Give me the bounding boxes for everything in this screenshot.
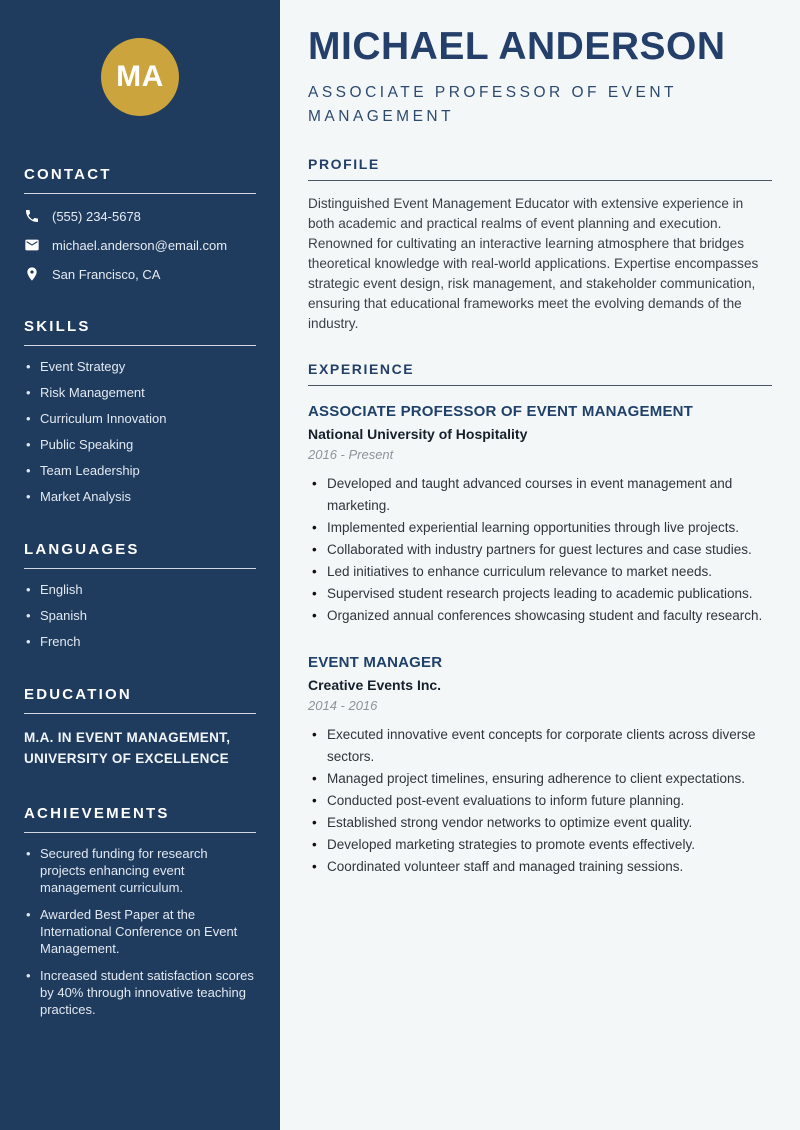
contact-section [24,166,256,282]
skills-section [24,318,256,505]
profile-section [308,156,772,334]
experience-section [308,361,772,878]
email-icon [24,237,40,253]
avatar: MA [101,38,179,116]
job-bullet: • Led initiatives to enhance curriculum relevance to market needs. [308,561,772,583]
job-bullet: • Managed project timelines, ensuring adherence to client expectations. [308,768,772,790]
job-company: Creative Events Inc. [308,676,442,693]
job-bullet: • Developed marketing strategies to promote events effectively. [308,834,772,856]
achievement-item: • Increased student satisfaction scores by 40% through innovative teaching practices. [24,967,256,1018]
experience-job-2 [308,654,772,878]
skills-heading: SKILLS [24,318,256,346]
job-company: National University of Hospitality [308,425,528,442]
profile-heading: PROFILE [308,156,772,181]
skill-item: • Curriculum Innovation [24,410,256,427]
education-section [24,686,256,769]
job-dates: 2014 - 2016 [308,697,378,713]
job-bullet: • Established strong vendor networks to optimize event quality. [308,812,772,834]
skill-item: • Team Leadership [24,462,256,479]
contact-heading: CONTACT [24,166,256,194]
skill-item: • Risk Management [24,384,256,401]
job-bullet: • Developed and taught advanced courses in event management and marketing. [308,473,772,517]
job-bullet: • Executed innovative event concepts for corporate clients across diverse sectors. [308,724,772,768]
job-bullet: • Supervised student research projects leading to academic publications. [308,583,772,605]
job-title: ASSOCIATE PROFESSOR OF EVENT MANAGEMENT [308,402,694,420]
experience-heading: EXPERIENCE [308,361,772,386]
job-bullet: • Implemented experiential learning opportunities through live projects. [308,517,772,539]
job-bullet: • Coordinated volunteer staff and managed training sessions. [308,856,772,878]
job-bullet: • Conducted post-event evaluations to inform future planning. [308,790,772,812]
person-job-title: ASSOCIATE PROFESSOR OF EVENT MANAGEMENT [308,83,677,125]
job-title: EVENT MANAGER [308,653,443,671]
contact-location-text: San Francisco, CA [52,266,161,282]
profile-text: Distinguished Event Management Educator with extensive experience in both academic and practical realms of event planning and execution. Renowned for cultivating an interactive learning atmosphere that bridges theoretical knowledge with real-world applications. Expertise encompasses strategic event design, risk management, and stakeholder communication, ensuring that educational frameworks meet the evolving demands of the industry. [308,195,759,331]
main-content [280,0,800,1130]
achievements-heading: ACHIEVEMENTS [24,805,256,833]
job-bullet-list [308,473,772,627]
skill-item: • Market Analysis [24,488,256,505]
contact-email-text: michael.anderson@email.com [52,237,228,253]
job-bullet: • Organized annual conferences showcasing student and faculty research. [308,605,772,627]
phone-icon [24,208,40,224]
location-icon [24,266,40,282]
achievement-item: • Secured funding for research projects enhancing event management curriculum. [24,845,256,896]
sidebar [0,0,280,1130]
job-bullet: • Collaborated with industry partners for guest lectures and case studies. [308,539,772,561]
education-degree: M.A. IN EVENT MANAGEMENT, UNIVERSITY OF EXCELLENCE [24,730,231,766]
achievement-item: • Awarded Best Paper at the International Conference on Event Management. [24,906,256,957]
language-item: • English [24,581,256,598]
achievements-list [24,845,256,1018]
education-heading: EDUCATION [24,686,256,714]
skill-item: • Event Strategy [24,358,256,375]
language-item: • Spanish [24,607,256,624]
contact-item-phone [24,208,256,224]
contact-phone-text: (555) 234-5678 [52,208,141,224]
contact-item-email [24,237,256,253]
experience-job-1 [308,403,772,627]
person-name: MICHAEL ANDERSON [308,25,726,68]
contact-item-location [24,266,256,282]
job-dates: 2016 - Present [308,446,394,462]
contact-list [24,208,256,282]
languages-list [24,581,256,650]
skill-item: • Public Speaking [24,436,256,453]
language-item: • French [24,633,256,650]
job-bullet-list [308,724,772,878]
achievements-section [24,805,256,1018]
skills-list [24,358,256,505]
languages-heading: LANGUAGES [24,541,256,569]
languages-section [24,541,256,650]
